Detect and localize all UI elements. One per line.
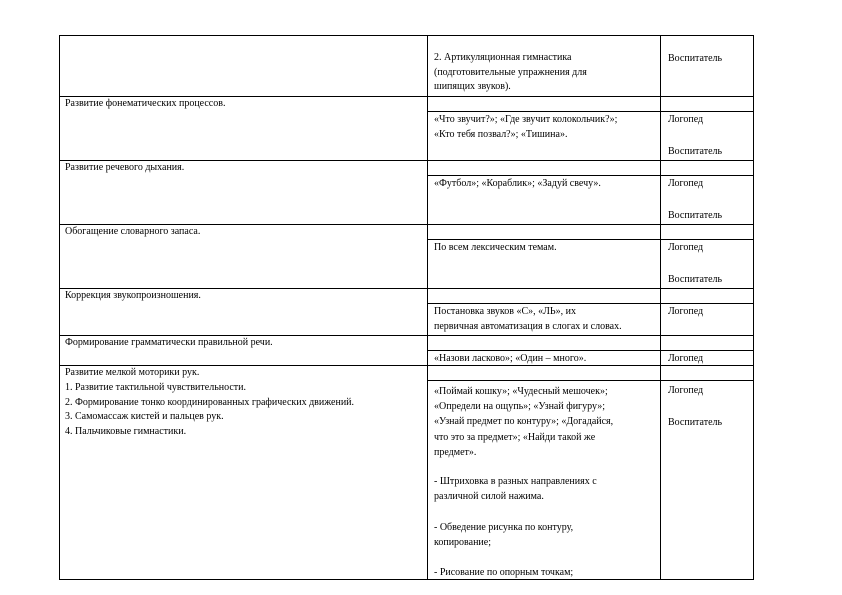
- role-label: Воспитатель: [668, 417, 723, 428]
- activity-line: - Обведение рисунка по контуру,: [434, 522, 574, 533]
- inner-rule: [427, 175, 754, 176]
- role-cell: [668, 113, 703, 127]
- inner-rule: [427, 111, 754, 112]
- role-cell: [668, 52, 722, 66]
- area-cell: [65, 289, 201, 302]
- area-line: Развитие фонематических процессов.: [65, 98, 226, 109]
- activity-line: «Поймай кошку»; «Чудесный мешочек»;: [434, 386, 608, 397]
- activity-line: «Назови ласково»; «Один – много».: [434, 353, 587, 364]
- role-cell: [668, 177, 703, 191]
- activity-line: «Узнай предмет по контуру»; «Догадайся,: [434, 416, 614, 428]
- activity-line: По всем лексическим темам.: [434, 242, 557, 253]
- inner-rule: [427, 380, 754, 381]
- area-line: Формирование грамматически правильной речи.: [65, 337, 273, 348]
- area-line: Развитие речевого дыхания.: [65, 162, 185, 173]
- area-cell: [65, 161, 184, 174]
- role-cell: [668, 209, 722, 223]
- role-label: Воспитатель: [668, 146, 723, 157]
- activity-line: «Футбол»; «Кораблик»; «Задуй свечу».: [434, 178, 601, 189]
- activity-line: шипящих звуков).: [434, 81, 511, 93]
- inner-rule: [427, 350, 754, 351]
- role-label: Логопед: [668, 385, 704, 396]
- activity-line: «Определи на ощупь»; «Узнай фигуру»;: [434, 401, 606, 413]
- activity-cell: [434, 241, 557, 256]
- inner-rule: [427, 239, 754, 240]
- role-cell: [668, 305, 703, 319]
- inner-rule: [427, 303, 754, 304]
- area-line: 1. Развитие тактильной чувствительности.: [65, 381, 247, 393]
- activity-cell: [434, 520, 573, 550]
- role-label: Логопед: [668, 306, 704, 317]
- role-cell: [668, 416, 722, 430]
- role-label: Воспитатель: [668, 274, 723, 285]
- area-cell: [65, 366, 354, 440]
- area-cell: [65, 336, 273, 349]
- activity-cell: [434, 566, 573, 580]
- area-line: 3. Самомассаж кистей и пальцев рук.: [65, 411, 224, 423]
- activity-line: различной силой нажима.: [434, 491, 544, 503]
- activity-line: (подготовительные упражнения для: [434, 66, 587, 78]
- table: [59, 35, 754, 580]
- activity-cell: [434, 305, 622, 334]
- activity-cell: [434, 177, 601, 192]
- role-label: Логопед: [668, 114, 704, 125]
- activity-line: - Штриховка в разных направлениях с: [434, 476, 597, 487]
- role-label: Логопед: [668, 178, 704, 189]
- activity-line: копирование;: [434, 537, 492, 549]
- activity-line: «Кто тебя позвал?»; «Тишина».: [434, 128, 568, 140]
- activity-line: Постановка звуков «С», «ЛЬ», их: [434, 306, 577, 317]
- area-cell: [65, 97, 225, 110]
- role-label: Воспитатель: [668, 210, 723, 221]
- column-divider: [660, 35, 661, 580]
- role-cell: [668, 273, 722, 287]
- activity-line: 2. Артикуляционная гимнастика: [434, 52, 572, 63]
- activity-line: - Рисование по опорным точкам;: [434, 567, 574, 578]
- area-cell: [65, 225, 200, 238]
- role-label: Воспитатель: [668, 53, 723, 64]
- activity-line: «Что звучит?»; «Где звучит колокольчик?»;: [434, 114, 618, 125]
- role-cell: [668, 384, 703, 398]
- role-cell: [668, 241, 703, 255]
- activity-line: что это за предмет»; «Найди такой же: [434, 431, 596, 443]
- role-label: Логопед: [668, 242, 704, 253]
- area-line: Обогащение словарного запаса.: [65, 226, 201, 237]
- activity-cell: [434, 113, 617, 142]
- area-line: 2. Формирование тонко координированных графических движений.: [65, 396, 355, 408]
- role-cell: [668, 145, 722, 159]
- activity-cell: [434, 352, 586, 367]
- activity-line: предмет».: [434, 446, 477, 458]
- column-divider: [427, 35, 428, 580]
- activity-cell: [434, 384, 613, 460]
- activity-cell: [434, 51, 656, 95]
- area-line: 4. Пальчиковые гимнастики.: [65, 426, 187, 438]
- role-cell: [668, 352, 703, 366]
- area-line: Развитие мелкой моторики рук.: [65, 367, 200, 378]
- activity-line: первичная автоматизация в слогах и словах.: [434, 320, 622, 332]
- role-label: Логопед: [668, 353, 704, 364]
- activity-cell: [434, 474, 597, 504]
- area-line: Коррекция звукопроизношения.: [65, 290, 201, 301]
